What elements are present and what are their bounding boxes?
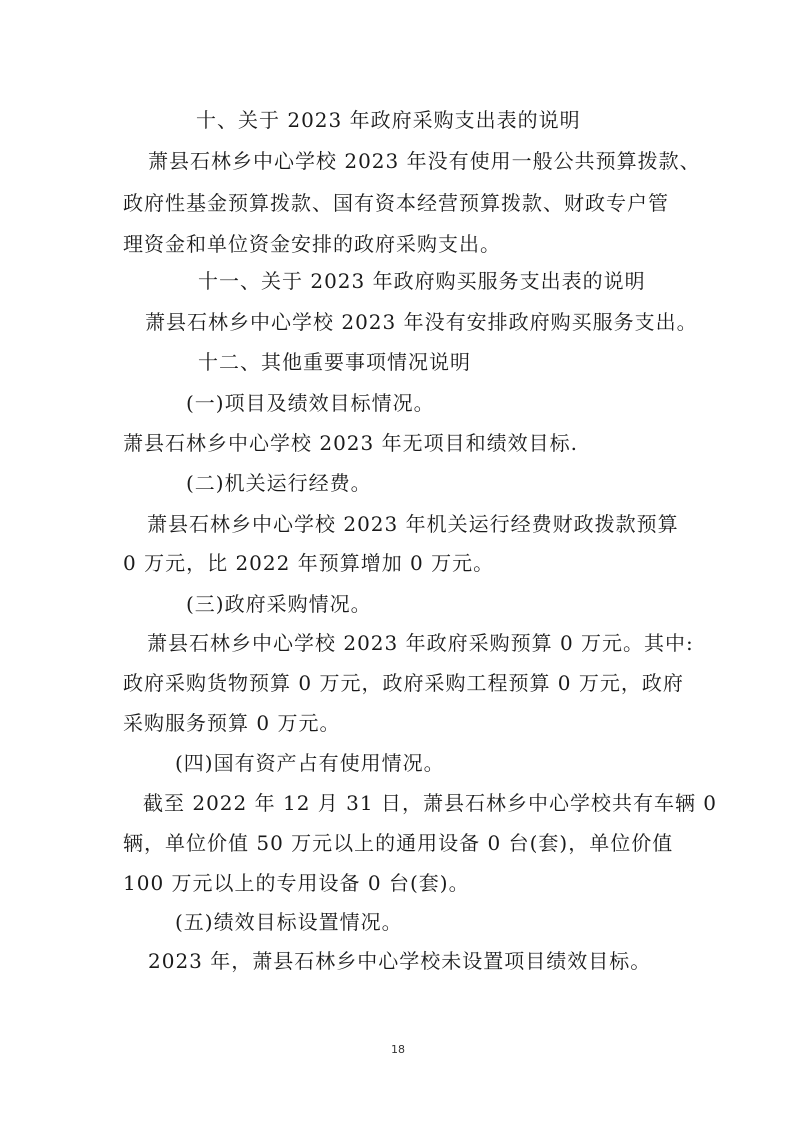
paragraph-line: 截至 2022 年 12 月 31 日，萧县石林乡中心学校共有车辆 0 (143, 791, 718, 815)
paragraph-line: 政府性基金预算拨款、国有资本经营预算拨款、财政专户管 (123, 191, 669, 215)
paragraph-line: 采购服务预算 0 万元。 (123, 711, 341, 735)
section-heading-12: 十二、其他重要事项情况说明 (198, 350, 471, 374)
subsection-heading-4: (四)国有资产占有使用情况。 (175, 751, 445, 775)
subsection-heading-5: (五)绩效目标设置情况。 (175, 910, 403, 934)
paragraph-line: 萧县石林乡中心学校 2023 年没有安排政府购买服务支出。 (145, 310, 698, 334)
section-heading-11: 十一、关于 2023 年政府购买服务支出表的说明 (198, 269, 646, 293)
paragraph-line: 萧县石林乡中心学校 2023 年无项目和绩效目标. (123, 431, 578, 455)
paragraph-line: 0 万元，比 2022 年预算增加 0 万元。 (123, 551, 495, 575)
paragraph-line: 理资金和单位资金安排的政府采购支出。 (123, 232, 501, 256)
paragraph-line: 2023 年，萧县石林乡中心学校未设置项目绩效目标。 (148, 949, 652, 973)
paragraph-line: 100 万元以上的专用设备 0 台(套)。 (123, 871, 470, 895)
subsection-heading-1: (一)项目及绩效目标情况。 (186, 391, 435, 415)
subsection-heading-3: (三)政府采购情况。 (186, 592, 372, 616)
paragraph-line: 萧县石林乡中心学校 2023 年没有使用一般公共预算拨款、 (148, 149, 701, 173)
paragraph-line: 萧县石林乡中心学校 2023 年机关运行经费财政拨款预算 (147, 512, 679, 536)
section-heading-10: 十、关于 2023 年政府采购支出表的说明 (196, 108, 581, 132)
subsection-heading-2: (二)机关运行经费。 (186, 471, 372, 495)
paragraph-line: 萧县石林乡中心学校 2023 年政府采购预算 0 万元。其中: (147, 631, 694, 655)
page-number: 18 (391, 1043, 405, 1056)
paragraph-line: 辆，单位价值 50 万元以上的通用设备 0 台(套)，单位价值 (123, 831, 674, 855)
paragraph-line: 政府采购货物预算 0 万元，政府采购工程预算 0 万元，政府 (123, 671, 684, 695)
